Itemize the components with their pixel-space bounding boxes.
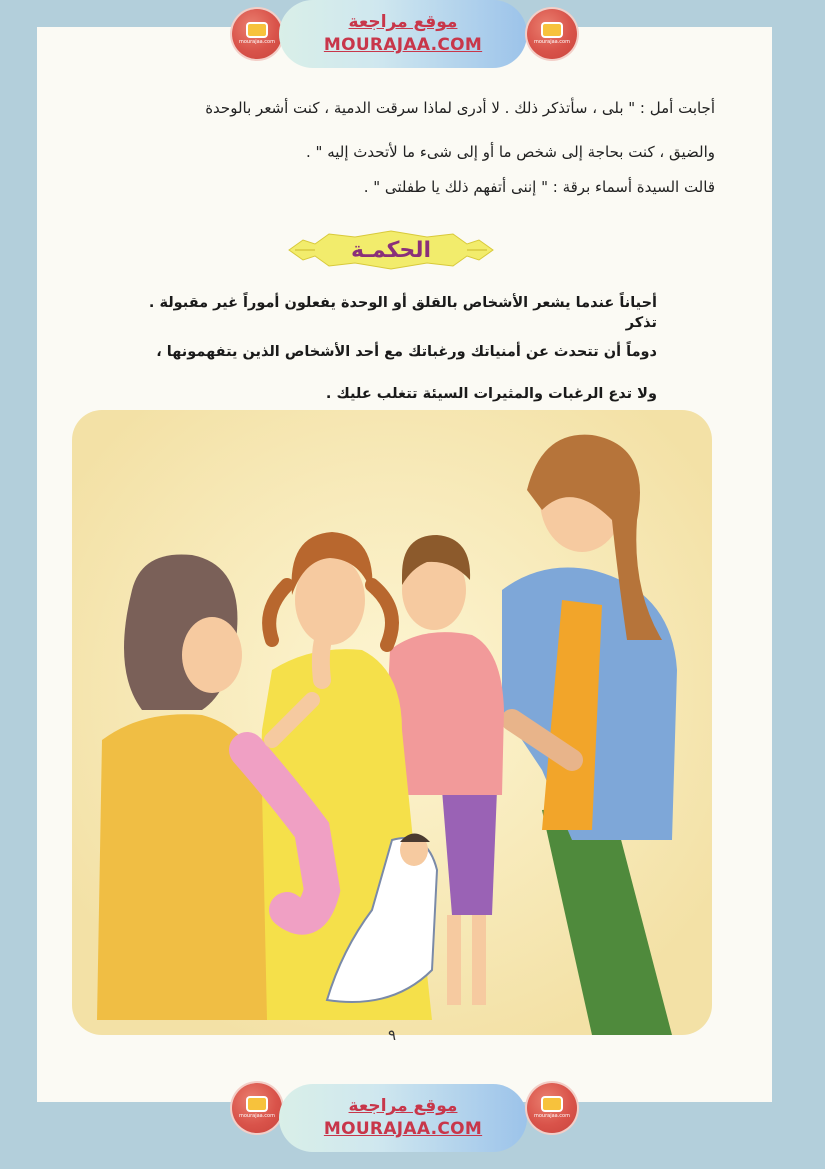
- story-paragraph-line-3: قالت السيدة أسماء برقة : " إننى أتفهم ذلك يا طفلتى " .: [363, 178, 715, 196]
- site-banner-arabic: موقع مراجعة: [348, 12, 458, 32]
- wisdom-badge: [285, 228, 497, 272]
- wisdom-line-3: ولا تدع الرغبات والمثيرات السيئة تتغلب عليك .: [325, 386, 657, 402]
- wisdom-line-1: أحياناً عندما يشعر الأشخاص بالقلق أو الوحدة يفعلون أموراً غير مقبولة . تذكر: [148, 295, 657, 331]
- site-banner-arabic: موقع مراجعة: [348, 1096, 458, 1116]
- site-logo-icon: mourajaa.com: [527, 1083, 577, 1133]
- site-logo-icon: mourajaa.com: [527, 9, 577, 59]
- site-banner-bottom[interactable]: [279, 1084, 527, 1152]
- wisdom-line-2: دوماً أن تتحدث عن أمنياتك ورغباتك مع أحد الأشخاص الذين يتفهمونها ،: [156, 344, 657, 360]
- site-banner-latin: MOURAJAA.COM: [323, 1119, 483, 1139]
- page-number: ٩: [387, 1026, 397, 1044]
- site-logo-icon: mourajaa.com: [232, 1083, 282, 1133]
- story-illustration: [72, 410, 712, 1035]
- story-paragraph-line-2: والضيق ، كنت بحاجة إلى شخص ما أو إلى شىء ما لأتحدث إليه " .: [306, 143, 715, 161]
- site-banner-latin: MOURAJAA.COM: [323, 35, 483, 55]
- site-banner-top[interactable]: [279, 0, 527, 68]
- story-paragraph-line-1: أجابت أمل : " بلى ، سأتذكر ذلك . لا أدرى لماذا سرقت الدمية ، كنت أشعر بالوحدة: [205, 99, 715, 117]
- site-logo-icon: mourajaa.com: [232, 9, 282, 59]
- wisdom-title: الحكمـة: [350, 237, 432, 263]
